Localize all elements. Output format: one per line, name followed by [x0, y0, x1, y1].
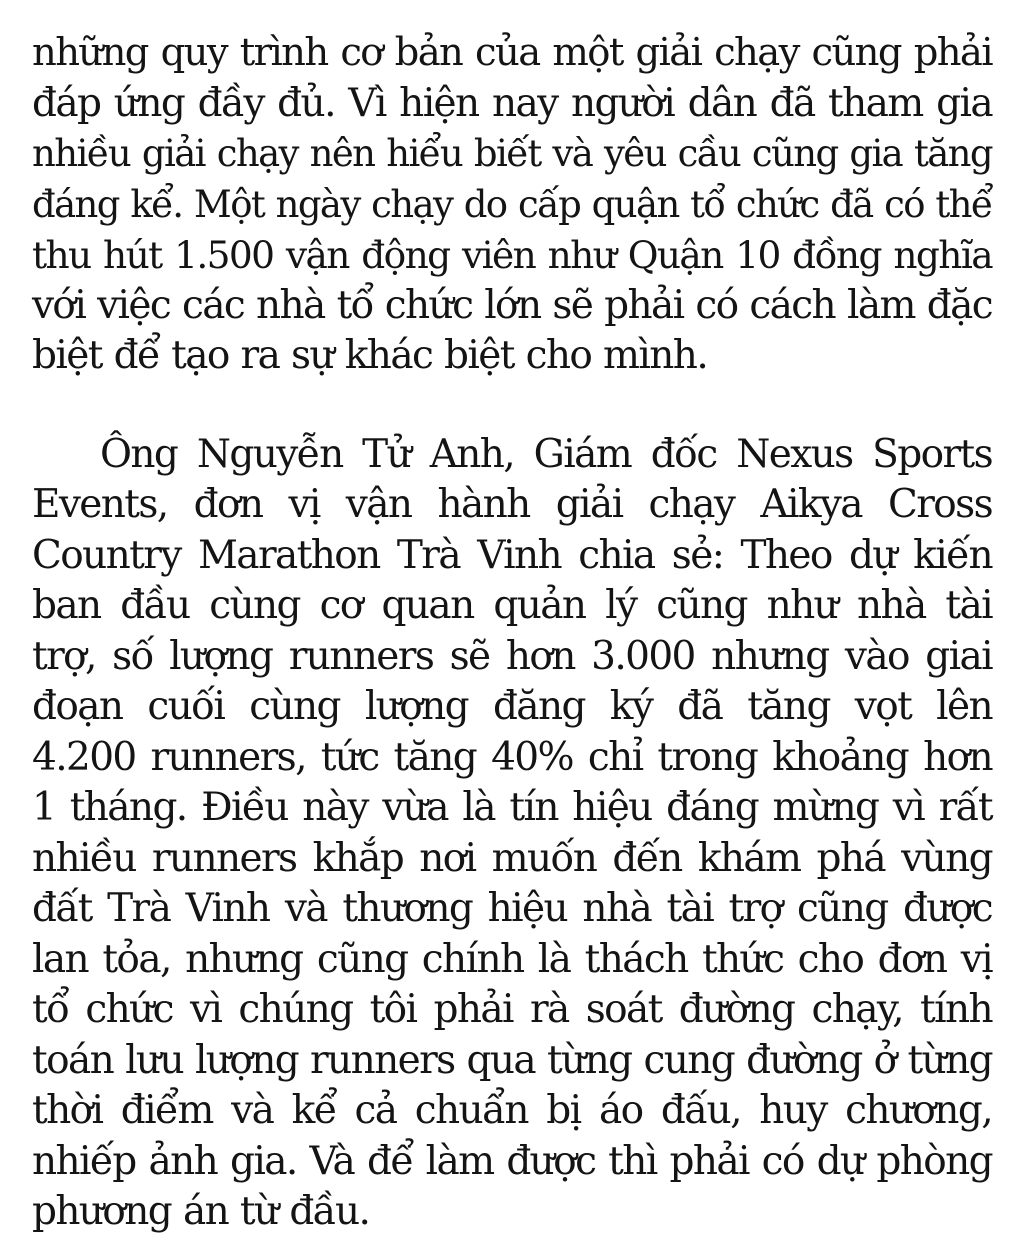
text-line: lan tỏa, nhưng cũng chính là thách thức cho đơn vị: [32, 936, 992, 982]
text-line: thu hút 1.500 vận động viên như Quận 10 đồng nghĩa: [32, 233, 992, 277]
text-line: nhiếp ảnh gia. Và để làm được thì phải có dự phòng: [32, 1138, 992, 1184]
text-line: biệt để tạo ra sự khác biệt cho mình.: [32, 333, 708, 378]
text-line: nhiều giải chạy nên hiểu biết và yêu cầu cũng gia tăng: [32, 132, 992, 175]
text-line: Ông Nguyễn Tử Anh, Giám đốc Nexus Sports: [100, 431, 992, 477]
text-line: những quy trình cơ bản của một giải chạy cũng phải: [32, 30, 992, 75]
text-line: nhiều runners khắp nơi muốn đến khám phá vùng: [32, 835, 992, 881]
text-line: tổ chức vì chúng tôi phải rà soát đường chạy, tính: [32, 987, 992, 1032]
text-line: 4.200 runners, tức tăng 40% chỉ trong khoảng hơn: [32, 734, 992, 780]
text-line: Country Marathon Trà Vinh chia sẻ: Theo dự kiến: [32, 532, 992, 578]
text-line: Events, đơn vị vận hành giải chạy Aikya Cross: [32, 482, 992, 527]
text-line: đáp ứng đầy đủ. Vì hiện nay người dân đã tham gia: [32, 80, 992, 126]
text-line: toán lưu lượng runners qua từng cung đường ở từng: [32, 1037, 992, 1083]
text-line: trợ, số lượng runners sẽ hơn 3.000 nhưng vào giai: [32, 633, 992, 679]
text-line: phương án từ đầu.: [32, 1189, 370, 1234]
text-line: với việc các nhà tổ chức lớn sẽ phải có cách làm đặc: [32, 282, 992, 328]
text-line: ban đầu cùng cơ quan quản lý cũng như nhà tài: [32, 583, 992, 628]
text-line: đoạn cuối cùng lượng đăng ký đã tăng vọt lên: [32, 684, 992, 729]
text-line: đất Trà Vinh và thương hiệu nhà tài trợ cũng được: [32, 886, 992, 931]
article-body: [32, 28, 992, 1238]
text-line: đáng kể. Một ngày chạy do cấp quận tổ chức đã có thể: [32, 182, 992, 226]
text-line: 1 tháng. Điều này vừa là tín hiệu đáng mừng vì rất: [32, 785, 992, 830]
paragraph-spacer: [32, 382, 992, 430]
paragraph-2: [32, 430, 992, 1238]
paragraph-1: [32, 28, 992, 382]
text-line: thời điểm và kể cả chuẩn bị áo đấu, huy chương,: [32, 1088, 992, 1133]
